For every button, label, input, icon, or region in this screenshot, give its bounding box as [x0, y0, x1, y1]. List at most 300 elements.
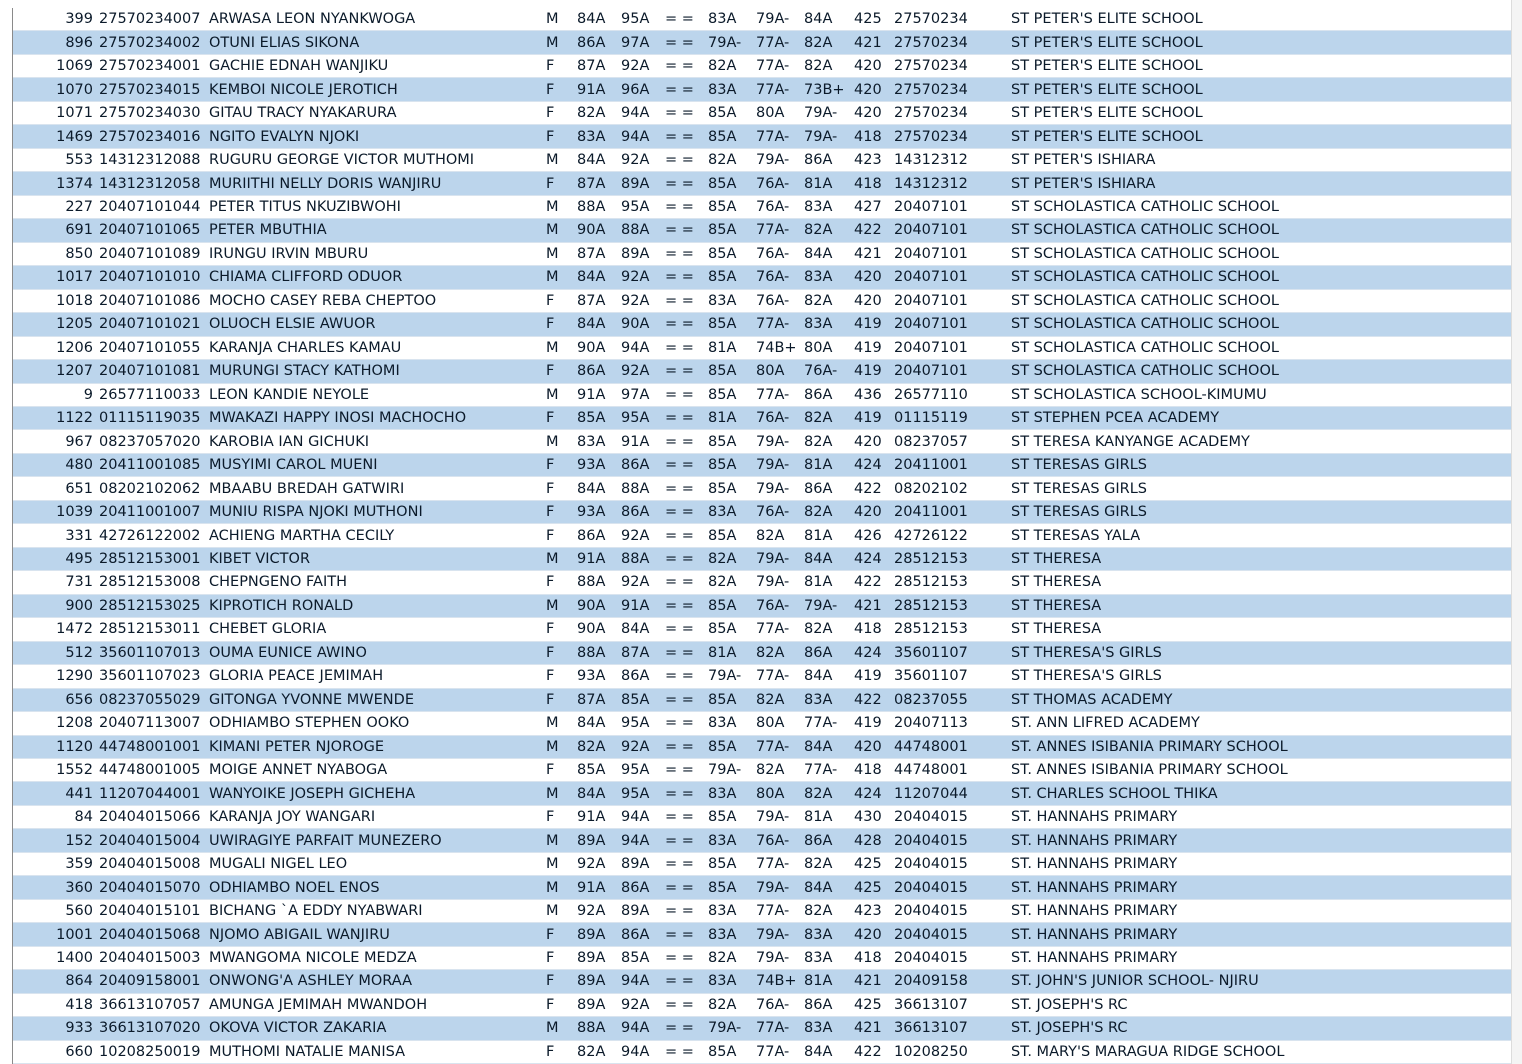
grade-cell: = =	[665, 101, 708, 124]
grade-cell: 77A-	[756, 54, 804, 77]
total-cell: 420	[854, 54, 894, 77]
table-row[interactable]	[13, 500, 1513, 523]
school-name-cell: ST. HANNAHS PRIMARY	[1011, 899, 1513, 922]
grade-cell: = =	[665, 735, 708, 758]
vertical-scrollbar[interactable]	[1511, 0, 1522, 1064]
rank-cell: 441	[13, 782, 99, 805]
school-name-cell: ST. HANNAHS PRIMARY	[1011, 923, 1513, 946]
rank-cell: 1207	[13, 360, 99, 383]
school-code-cell: 35601107	[894, 665, 1011, 688]
grade-cell: 76A-	[756, 289, 804, 312]
school-code-cell: 36613107	[894, 993, 1011, 1016]
grade-cell: 79A-	[708, 665, 756, 688]
total-cell: 419	[854, 336, 894, 359]
grade-cell: 82A	[804, 500, 854, 523]
school-code-cell: 20407101	[894, 360, 1011, 383]
grade-cell: 82A	[804, 219, 854, 242]
school-code-cell: 35601107	[894, 641, 1011, 664]
index-number-cell: 20404015068	[99, 923, 209, 946]
grade-cell: 79A-	[756, 453, 804, 476]
grade-cell: = =	[665, 313, 708, 336]
grade-cell: 90A	[577, 336, 621, 359]
grade-cell: 76A-	[756, 829, 804, 852]
grade-cell: 83A	[708, 500, 756, 523]
grade-cell: 95A	[621, 712, 665, 735]
grade-cell: 77A-	[756, 852, 804, 875]
name-cell: OTUNI ELIAS SIKONA	[209, 31, 543, 54]
grade-cell: 94A	[621, 805, 665, 828]
school-code-cell: 11207044	[894, 782, 1011, 805]
table-row[interactable]	[13, 195, 1513, 218]
table-row[interactable]	[13, 735, 1513, 758]
grade-cell: 97A	[621, 31, 665, 54]
sex-cell: F	[543, 524, 577, 547]
table-row[interactable]	[13, 923, 1513, 946]
school-code-cell: 08237055	[894, 688, 1011, 711]
grade-cell: = =	[665, 829, 708, 852]
rank-cell: 359	[13, 852, 99, 875]
results-sheet	[12, 8, 1513, 1064]
grade-cell: = =	[665, 618, 708, 641]
table-row[interactable]	[13, 172, 1513, 195]
rank-cell: 418	[13, 993, 99, 1016]
total-cell: 420	[854, 500, 894, 523]
table-row[interactable]	[13, 899, 1513, 922]
school-name-cell: ST PETER'S ELITE SCHOOL	[1011, 101, 1513, 124]
grade-cell: 92A	[621, 148, 665, 171]
grade-cell: 89A	[577, 970, 621, 993]
grade-cell: 91A	[577, 383, 621, 406]
index-number-cell: 27570234002	[99, 31, 209, 54]
sex-cell: F	[543, 641, 577, 664]
table-row[interactable]	[13, 453, 1513, 476]
grade-cell: 85A	[708, 195, 756, 218]
grade-cell: = =	[665, 8, 708, 31]
rank-cell: 900	[13, 594, 99, 617]
sex-cell: F	[543, 759, 577, 782]
school-name-cell: ST TERESA KANYANGE ACADEMY	[1011, 430, 1513, 453]
index-number-cell: 27570234007	[99, 8, 209, 31]
school-code-cell: 14312312	[894, 148, 1011, 171]
table-row[interactable]	[13, 406, 1513, 429]
name-cell: CHIAMA CLIFFORD ODUOR	[209, 266, 543, 289]
school-code-cell: 20404015	[894, 852, 1011, 875]
grade-cell: 82A	[804, 289, 854, 312]
school-code-cell: 01115119	[894, 406, 1011, 429]
rank-cell: 731	[13, 571, 99, 594]
grade-cell: 83A	[708, 923, 756, 946]
sex-cell: M	[543, 219, 577, 242]
grade-cell: = =	[665, 594, 708, 617]
table-row[interactable]	[13, 78, 1513, 101]
table-body	[13, 8, 1513, 1064]
grade-cell: 92A	[621, 266, 665, 289]
grade-cell: 86A	[804, 477, 854, 500]
grade-cell: 79A-	[756, 477, 804, 500]
grade-cell: 91A	[577, 78, 621, 101]
sex-cell: M	[543, 852, 577, 875]
sex-cell: F	[543, 500, 577, 523]
table-row[interactable]	[13, 946, 1513, 969]
school-name-cell: ST. HANNAHS PRIMARY	[1011, 946, 1513, 969]
table-row[interactable]	[13, 876, 1513, 899]
grade-cell: = =	[665, 172, 708, 195]
rank-cell: 1400	[13, 946, 99, 969]
grade-cell: 82A	[708, 993, 756, 1016]
grade-cell: 89A	[577, 923, 621, 946]
sex-cell: M	[543, 148, 577, 171]
name-cell: GITAU TRACY NYAKARURA	[209, 101, 543, 124]
total-cell: 418	[854, 618, 894, 641]
school-code-cell: 20407113	[894, 712, 1011, 735]
grade-cell: 84A	[804, 876, 854, 899]
table-row[interactable]	[13, 336, 1513, 359]
grade-cell: 83A	[804, 946, 854, 969]
grade-cell: 77A-	[756, 125, 804, 148]
table-row[interactable]	[13, 125, 1513, 148]
name-cell: ODHIAMBO NOEL ENOS	[209, 876, 543, 899]
sex-cell: F	[543, 78, 577, 101]
grade-cell: 88A	[577, 641, 621, 664]
grade-cell: = =	[665, 1040, 708, 1063]
index-number-cell: 14312312058	[99, 172, 209, 195]
grade-cell: 83A	[804, 923, 854, 946]
school-code-cell: 27570234	[894, 31, 1011, 54]
total-cell: 428	[854, 829, 894, 852]
grade-cell: 77A-	[756, 78, 804, 101]
index-number-cell: 28512153011	[99, 618, 209, 641]
grade-cell: = =	[665, 805, 708, 828]
name-cell: OUMA EUNICE AWINO	[209, 641, 543, 664]
grade-cell: 85A	[708, 618, 756, 641]
grade-cell: 86A	[621, 923, 665, 946]
name-cell: MURIITHI NELLY DORIS WANJIRU	[209, 172, 543, 195]
grade-cell: 91A	[621, 594, 665, 617]
grade-cell: 92A	[577, 852, 621, 875]
total-cell: 427	[854, 195, 894, 218]
index-number-cell: 27570234016	[99, 125, 209, 148]
table-row[interactable]	[13, 805, 1513, 828]
table-row[interactable]	[13, 54, 1513, 77]
grade-cell: 82A	[708, 547, 756, 570]
school-name-cell: ST PETER'S ELITE SCHOOL	[1011, 31, 1513, 54]
school-name-cell: ST. ANNES ISIBANIA PRIMARY SCHOOL	[1011, 759, 1513, 782]
total-cell: 422	[854, 571, 894, 594]
grade-cell: 85A	[708, 594, 756, 617]
school-code-cell: 27570234	[894, 101, 1011, 124]
sex-cell: F	[543, 571, 577, 594]
rank-cell: 1017	[13, 266, 99, 289]
grade-cell: 93A	[577, 453, 621, 476]
table-row[interactable]	[13, 571, 1513, 594]
grade-cell: = =	[665, 571, 708, 594]
grade-cell: 86A	[621, 453, 665, 476]
results-table	[13, 8, 1513, 1064]
name-cell: ONWONG'A ASHLEY MORAA	[209, 970, 543, 993]
grade-cell: = =	[665, 453, 708, 476]
index-number-cell: 42726122002	[99, 524, 209, 547]
table-row[interactable]	[13, 759, 1513, 782]
name-cell: LEON KANDIE NEYOLE	[209, 383, 543, 406]
grade-cell: 82A	[804, 31, 854, 54]
school-code-cell: 20407101	[894, 266, 1011, 289]
grade-cell: 89A	[621, 899, 665, 922]
grade-cell: 92A	[577, 899, 621, 922]
grade-cell: 86A	[621, 500, 665, 523]
table-row[interactable]	[13, 360, 1513, 383]
grade-cell: 92A	[621, 524, 665, 547]
table-row[interactable]	[13, 1040, 1513, 1063]
grade-cell: 82A	[577, 735, 621, 758]
total-cell: 419	[854, 360, 894, 383]
school-name-cell: ST PETER'S ELITE SCHOOL	[1011, 54, 1513, 77]
total-cell: 419	[854, 712, 894, 735]
grade-cell: 81A	[708, 336, 756, 359]
rank-cell: 480	[13, 453, 99, 476]
grade-cell: 83A	[804, 688, 854, 711]
rank-cell: 660	[13, 1040, 99, 1063]
grade-cell: = =	[665, 219, 708, 242]
index-number-cell: 20407101081	[99, 360, 209, 383]
grade-cell: 92A	[621, 360, 665, 383]
table-row[interactable]	[13, 547, 1513, 570]
school-name-cell: ST THOMAS ACADEMY	[1011, 688, 1513, 711]
grade-cell: 80A	[756, 712, 804, 735]
table-row[interactable]	[13, 524, 1513, 547]
grade-cell: = =	[665, 876, 708, 899]
sex-cell: F	[543, 993, 577, 1016]
school-name-cell: ST. HANNAHS PRIMARY	[1011, 805, 1513, 828]
grade-cell: 76A-	[756, 242, 804, 265]
grade-cell: 87A	[577, 242, 621, 265]
grade-cell: 82A	[708, 54, 756, 77]
table-row[interactable]	[13, 970, 1513, 993]
index-number-cell: 20407101065	[99, 219, 209, 242]
grade-cell: 91A	[577, 805, 621, 828]
grade-cell: 77A-	[756, 735, 804, 758]
rank-cell: 1069	[13, 54, 99, 77]
grade-cell: 82A	[804, 54, 854, 77]
school-name-cell: ST. JOHN'S JUNIOR SCHOOL- NJIRU	[1011, 970, 1513, 993]
rank-cell: 512	[13, 641, 99, 664]
school-code-cell: 20411001	[894, 453, 1011, 476]
table-row[interactable]	[13, 101, 1513, 124]
rank-cell: 84	[13, 805, 99, 828]
index-number-cell: 20404015003	[99, 946, 209, 969]
table-row[interactable]	[13, 477, 1513, 500]
grade-cell: 84A	[577, 477, 621, 500]
grade-cell: 82A	[804, 406, 854, 429]
grade-cell: 74B+	[756, 970, 804, 993]
name-cell: KEMBOI NICOLE JEROTICH	[209, 78, 543, 101]
table-row[interactable]	[13, 219, 1513, 242]
table-row[interactable]	[13, 618, 1513, 641]
sex-cell: F	[543, 946, 577, 969]
name-cell: CHEPNGENO FAITH	[209, 571, 543, 594]
table-row[interactable]	[13, 242, 1513, 265]
grade-cell: 86A	[621, 876, 665, 899]
table-row[interactable]	[13, 852, 1513, 875]
table-row[interactable]	[13, 31, 1513, 54]
table-row[interactable]	[13, 289, 1513, 312]
index-number-cell: 27570234030	[99, 101, 209, 124]
grade-cell: 77A-	[804, 759, 854, 782]
grade-cell: 81A	[804, 571, 854, 594]
grade-cell: 82A	[804, 618, 854, 641]
grade-cell: = =	[665, 148, 708, 171]
index-number-cell: 20407101055	[99, 336, 209, 359]
grade-cell: 88A	[577, 195, 621, 218]
index-number-cell: 27570234001	[99, 54, 209, 77]
grade-cell: = =	[665, 852, 708, 875]
grade-cell: 82A	[708, 148, 756, 171]
sex-cell: M	[543, 899, 577, 922]
school-name-cell: ST PETER'S ELITE SCHOOL	[1011, 125, 1513, 148]
table-row[interactable]	[13, 712, 1513, 735]
name-cell: WANYOIKE JOSEPH GICHEHA	[209, 782, 543, 805]
grade-cell: = =	[665, 782, 708, 805]
grade-cell: 86A	[577, 31, 621, 54]
school-name-cell: ST. MARY'S MARAGUA RIDGE SCHOOL	[1011, 1040, 1513, 1063]
school-code-cell: 20407101	[894, 313, 1011, 336]
rank-cell: 1472	[13, 618, 99, 641]
grade-cell: 83A	[577, 125, 621, 148]
total-cell: 424	[854, 453, 894, 476]
grade-cell: 85A	[708, 688, 756, 711]
name-cell: IRUNGU IRVIN MBURU	[209, 242, 543, 265]
grade-cell: = =	[665, 1017, 708, 1040]
table-row[interactable]	[13, 829, 1513, 852]
table-row[interactable]	[13, 782, 1513, 805]
rank-cell: 1070	[13, 78, 99, 101]
name-cell: BICHANG `A EDDY NYABWARI	[209, 899, 543, 922]
name-cell: UWIRAGIYE PARFAIT MUNEZERO	[209, 829, 543, 852]
name-cell: NJOMO ABIGAIL WANJIRU	[209, 923, 543, 946]
index-number-cell: 28512153008	[99, 571, 209, 594]
school-code-cell: 10208250	[894, 1040, 1011, 1063]
name-cell: MOCHO CASEY REBA CHEPTOO	[209, 289, 543, 312]
grade-cell: 85A	[708, 101, 756, 124]
name-cell: MUTHOMI NATALIE MANISA	[209, 1040, 543, 1063]
grade-cell: = =	[665, 641, 708, 664]
grade-cell: 79A-	[756, 8, 804, 31]
grade-cell: 83A	[708, 712, 756, 735]
index-number-cell: 35601107013	[99, 641, 209, 664]
table-row[interactable]	[13, 148, 1513, 171]
table-row[interactable]	[13, 383, 1513, 406]
name-cell: ODHIAMBO STEPHEN OOKO	[209, 712, 543, 735]
grade-cell: = =	[665, 360, 708, 383]
total-cell: 424	[854, 641, 894, 664]
total-cell: 419	[854, 665, 894, 688]
school-code-cell: 44748001	[894, 735, 1011, 758]
table-row[interactable]	[13, 1017, 1513, 1040]
grade-cell: 84A	[804, 8, 854, 31]
grade-cell: 79A-	[756, 571, 804, 594]
table-row[interactable]	[13, 594, 1513, 617]
school-name-cell: ST. JOSEPH'S RC	[1011, 993, 1513, 1016]
grade-cell: 94A	[621, 336, 665, 359]
name-cell: MUSYIMI CAROL MUENI	[209, 453, 543, 476]
index-number-cell: 10208250019	[99, 1040, 209, 1063]
school-name-cell: ST SCHOLASTICA CATHOLIC SCHOOL	[1011, 219, 1513, 242]
total-cell: 418	[854, 172, 894, 195]
grade-cell: = =	[665, 195, 708, 218]
table-row[interactable]	[13, 665, 1513, 688]
index-number-cell: 08237057020	[99, 430, 209, 453]
grade-cell: 79A-	[756, 876, 804, 899]
grade-cell: = =	[665, 289, 708, 312]
school-name-cell: ST. HANNAHS PRIMARY	[1011, 876, 1513, 899]
sex-cell: M	[543, 547, 577, 570]
grade-cell: 85A	[708, 172, 756, 195]
grade-cell: = =	[665, 500, 708, 523]
grade-cell: 86A	[804, 641, 854, 664]
grade-cell: 82A	[577, 101, 621, 124]
grade-cell: = =	[665, 665, 708, 688]
total-cell: 422	[854, 1040, 894, 1063]
total-cell: 418	[854, 946, 894, 969]
name-cell: GLORIA PEACE JEMIMAH	[209, 665, 543, 688]
school-code-cell: 42726122	[894, 524, 1011, 547]
total-cell: 422	[854, 219, 894, 242]
rank-cell: 1208	[13, 712, 99, 735]
table-row[interactable]	[13, 313, 1513, 336]
total-cell: 421	[854, 594, 894, 617]
table-row[interactable]	[13, 430, 1513, 453]
name-cell: OLUOCH ELSIE AWUOR	[209, 313, 543, 336]
sex-cell: F	[543, 923, 577, 946]
school-name-cell: ST PETER'S ELITE SCHOOL	[1011, 8, 1513, 31]
grade-cell: 85A	[708, 477, 756, 500]
rank-cell: 1071	[13, 101, 99, 124]
table-row[interactable]	[13, 8, 1513, 31]
grade-cell: 95A	[621, 406, 665, 429]
grade-cell: 83A	[708, 899, 756, 922]
school-name-cell: ST STEPHEN PCEA ACADEMY	[1011, 406, 1513, 429]
total-cell: 423	[854, 899, 894, 922]
grade-cell: 80A	[756, 360, 804, 383]
rank-cell: 1039	[13, 500, 99, 523]
grade-cell: 82A	[804, 782, 854, 805]
table-row[interactable]	[13, 266, 1513, 289]
grade-cell: 79A-	[708, 31, 756, 54]
rank-cell: 1206	[13, 336, 99, 359]
school-name-cell: ST THERESA	[1011, 618, 1513, 641]
grade-cell: 85A	[708, 852, 756, 875]
grade-cell: 82A	[804, 852, 854, 875]
total-cell: 425	[854, 852, 894, 875]
grade-cell: 89A	[577, 946, 621, 969]
grade-cell: = =	[665, 712, 708, 735]
grade-cell: 85A	[708, 360, 756, 383]
rank-cell: 227	[13, 195, 99, 218]
total-cell: 420	[854, 266, 894, 289]
table-row[interactable]	[13, 688, 1513, 711]
grade-cell: 76A-	[756, 406, 804, 429]
grade-cell: 79A-	[756, 946, 804, 969]
school-name-cell: ST. HANNAHS PRIMARY	[1011, 829, 1513, 852]
index-number-cell: 28512153001	[99, 547, 209, 570]
table-row[interactable]	[13, 641, 1513, 664]
school-code-cell: 20407101	[894, 336, 1011, 359]
grade-cell: = =	[665, 993, 708, 1016]
grade-cell: = =	[665, 477, 708, 500]
table-row[interactable]	[13, 993, 1513, 1016]
school-code-cell: 20409158	[894, 970, 1011, 993]
grade-cell: 81A	[804, 453, 854, 476]
grade-cell: 84A	[577, 782, 621, 805]
